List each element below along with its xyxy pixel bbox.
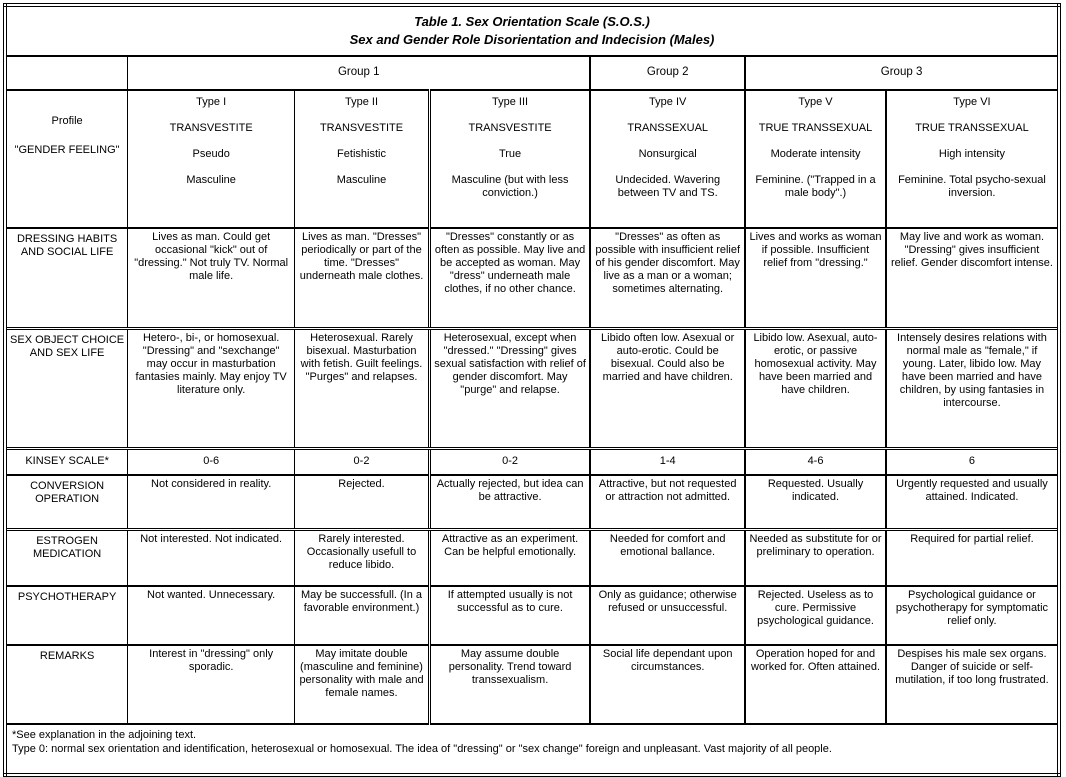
type-6-subtype: High intensity <box>938 147 1005 160</box>
footnote-line2: Type 0: normal sex orientation and identification, heterosexual or homosexual. The idea of "dressing" or "sex change" foreign and unpleasant. Vast majority of all people. <box>12 743 832 756</box>
type-1-header <box>128 90 295 228</box>
type-1-subtype: Pseudo <box>192 147 230 160</box>
footnotes <box>5 724 1059 775</box>
table-cell: 4-6 <box>745 449 886 476</box>
table-cell: Psychological guidance or psychotherapy for symptomatic relief only. <box>886 586 1059 645</box>
table-cell: Not interested. Not indicated. <box>128 530 295 587</box>
table-cell: Not considered in reality. <box>128 475 295 530</box>
row-label: PSYCHOTHERAPY <box>5 586 128 645</box>
table-cell: Despises his male sex organs. Danger of suicide or self-mutilation, if too long frustrated. <box>886 645 1059 724</box>
footnote-row <box>5 724 1059 775</box>
footnote-line1: *See explanation in the adjoining text. <box>12 729 197 741</box>
table-cell: Heterosexual, except when "dressed." "Dressing" gives sexual satisfaction with relief of gender discomfort. May "purge" and relapse. <box>429 329 590 449</box>
type-2-header <box>295 90 430 228</box>
table-title-line1: Table 1. Sex Orientation Scale (S.O.S.) <box>414 14 650 30</box>
type-2-subtype: Fetishistic <box>337 147 386 160</box>
table-cell: If attempted usually is not successful as to cure. <box>429 586 590 645</box>
type-1-name: TRANSVESTITE <box>169 121 253 134</box>
group-2-header: Group 2 <box>590 56 745 90</box>
table-cell: Only as guidance; otherwise refused or unsuccessful. <box>590 586 745 645</box>
type-5-feeling: Feminine. ("Trapped in a male body".) <box>755 173 876 199</box>
group-1-header: Group 1 <box>128 56 591 90</box>
type-4-number: Type IV <box>649 96 687 108</box>
table-cell: Not wanted. Unnecessary. <box>128 586 295 645</box>
table-row-remarks <box>5 645 1059 724</box>
profile-label-cell <box>5 90 128 228</box>
table-cell: Interest in "dressing" only sporadic. <box>128 645 295 724</box>
table-cell: Social life dependant upon circumstances. <box>590 645 745 724</box>
type-header-row <box>5 90 1059 228</box>
profile-label-line1: Profile <box>51 115 83 127</box>
row-label: REMARKS <box>5 645 128 724</box>
table-cell: 0-6 <box>128 449 295 476</box>
type-4-subtype: Nonsurgical <box>638 147 697 160</box>
table-cell: Urgently requested and usually attained. Indicated. <box>886 475 1059 530</box>
table-cell: Libido often low. Asexual or auto-erotic. Could be bisexual. Could also be married and have children. <box>590 329 745 449</box>
type-1-feeling: Masculine <box>186 173 236 186</box>
table-cell: Needed for comfort and emotional ballance. <box>590 530 745 587</box>
type-3-header <box>429 90 590 228</box>
table-cell: Required for partial relief. <box>886 530 1059 587</box>
table-row-psychotherapy <box>5 586 1059 645</box>
table-cell: May live and work as woman. "Dressing" gives insufficient relief. Gender discomfort intense. <box>886 228 1059 329</box>
table-cell: Heterosexual. Rarely bisexual. Masturbation with fetish. Guilt feelings. "Purges" and relapses. <box>295 329 430 449</box>
table-cell: Lives as man. Could get occasional "kick" out of "dressing." Not truly TV. Normal male life. <box>128 228 295 329</box>
table-row-kinsey-scale <box>5 449 1059 476</box>
type-4-feeling: Undecided. Wavering between TV and TS. <box>615 173 721 199</box>
table-row-conversion-operation <box>5 475 1059 530</box>
table-cell: Needed as substitute for or preliminary to operation. <box>745 530 886 587</box>
table-cell: "Dresses" constantly or as often as possible. May live and be accepted as woman. May "dress" underneath male clothes, if no other chance. <box>429 228 590 329</box>
group-header-row <box>5 56 1059 90</box>
row-label: CONVERSION OPERATION <box>5 475 128 530</box>
type-4-header <box>590 90 745 228</box>
type-3-name: TRANSVESTITE <box>468 121 552 134</box>
table-cell: Hetero-, bi-, or homosexual. "Dressing" and "sexchange" may occur in masturbation fantasies mainly. May enjoy TV literature only. <box>128 329 295 449</box>
table-row-dressing-habits <box>5 228 1059 329</box>
table-cell: Rejected. Useless as to cure. Permissive psychological guidance. <box>745 586 886 645</box>
table-cell: Lives as man. "Dresses" periodically or part of the time. "Dresses" underneath male clothes. <box>295 228 430 329</box>
table-cell: Attractive, but not requested or attraction not admitted. <box>590 475 745 530</box>
table-title-row <box>5 5 1059 56</box>
table-cell: Operation hoped for and worked for. Often attained. <box>745 645 886 724</box>
table-cell: Intensely desires relations with normal male as "female," if young. Later, libido low. May have been married and have children, by using fantasies in intercourse. <box>886 329 1059 449</box>
row-label: SEX OBJECT CHOICE AND SEX LIFE <box>5 329 128 449</box>
table-row-sex-object-choice <box>5 329 1059 449</box>
table-title <box>5 5 1059 56</box>
profile-label-line2: "GENDER FEELING" <box>14 143 120 156</box>
type-5-subtype: Moderate intensity <box>770 147 861 160</box>
table-cell: Libido low. Asexual, auto-erotic, or passive homosexual activity. May have been married and have children. <box>745 329 886 449</box>
table-cell: May assume double personality. Trend toward transsexualism. <box>429 645 590 724</box>
table-cell: 1-4 <box>590 449 745 476</box>
type-6-header <box>886 90 1059 228</box>
type-6-name: TRUE TRANSSEXUAL <box>915 121 1029 134</box>
row-label: DRESSING HABITS AND SOCIAL LIFE <box>5 228 128 329</box>
group-3-header: Group 3 <box>745 56 1059 90</box>
table-cell: 6 <box>886 449 1059 476</box>
table-cell: Lives and works as woman if possible. Insufficient relief from "dressing." <box>745 228 886 329</box>
table-cell: "Dresses" as often as possible with insufficient relief of his gender discomfort. May live as a man or a woman; sometimes alternating. <box>590 228 745 329</box>
type-5-name: TRUE TRANSSEXUAL <box>758 121 873 134</box>
table-cell: Actually rejected, but idea can be attractive. <box>429 475 590 530</box>
row-label: ESTROGEN MEDICATION <box>5 530 128 587</box>
type-5-header <box>745 90 886 228</box>
table-cell: Requested. Usually indicated. <box>745 475 886 530</box>
table-cell: May be successfull. (In a favorable environment.) <box>295 586 430 645</box>
type-2-name: TRANSVESTITE <box>319 121 404 134</box>
table-cell: 0-2 <box>429 449 590 476</box>
type-2-number: Type II <box>344 96 379 108</box>
type-3-number: Type III <box>492 96 529 108</box>
table-cell: Rejected. <box>295 475 430 530</box>
table-cell: 0-2 <box>295 449 430 476</box>
type-3-subtype: True <box>498 147 522 160</box>
type-1-number: Type I <box>196 96 227 108</box>
type-3-feeling: Masculine (but with less conviction.) <box>451 173 569 199</box>
table-cell: Rarely interested. Occasionally usefull to reduce libido. <box>295 530 430 587</box>
table-cell: Attractive as an experiment. Can be helpful emotionally. <box>429 530 590 587</box>
row-label: KINSEY SCALE* <box>5 449 128 476</box>
type-5-number: Type V <box>798 96 833 108</box>
table-cell: May imitate double (masculine and feminine) personality with male and female names. <box>295 645 430 724</box>
group-header-spacer <box>5 56 128 90</box>
type-6-feeling: Feminine. Total psycho-sexual inversion. <box>898 173 1046 199</box>
type-4-name: TRANSSEXUAL <box>627 121 709 134</box>
type-2-feeling: Masculine <box>336 173 387 186</box>
table-title-line2: Sex and Gender Role Disorientation and Indecision (Males) <box>349 32 715 47</box>
table-row-estrogen-medication <box>5 530 1059 587</box>
sos-table <box>3 3 1061 777</box>
type-6-number: Type VI <box>953 96 991 108</box>
